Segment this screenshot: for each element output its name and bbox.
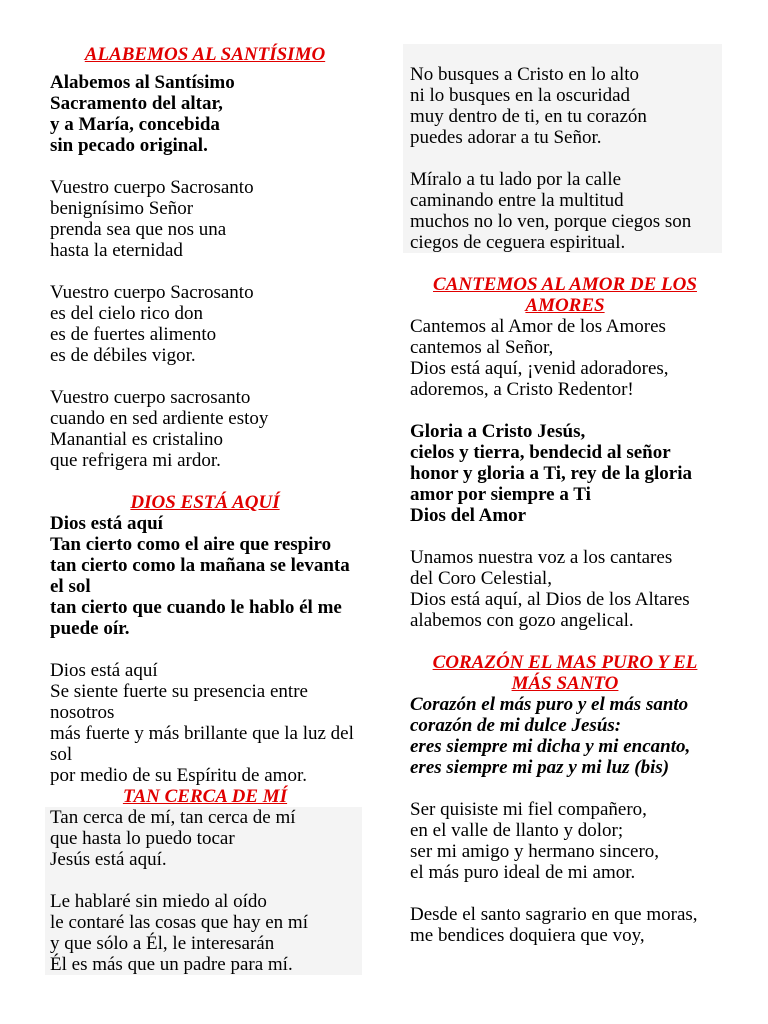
lyric-line: cantemos al Señor, (410, 337, 554, 358)
hymn-title: TAN CERCA DE MÍ (122, 786, 288, 807)
stanza-chorus (50, 513, 360, 639)
left-column (50, 44, 360, 975)
lyric-line: sol (50, 744, 73, 765)
lyric-line: Vuestro cuerpo Sacrosanto (50, 282, 254, 303)
lyric-line: y que sólo a Él, le interesarán (50, 933, 275, 954)
lyric-line: tan cierto que cuando le hablo él me (50, 597, 342, 618)
lyric-line: Jesús está aquí. (50, 849, 167, 870)
stanza (410, 169, 722, 253)
hymn-corazon (410, 694, 720, 946)
lyric-line: benignísimo Señor (50, 198, 194, 219)
stanza-chorus (410, 694, 720, 778)
stanza (410, 316, 720, 400)
stanza (410, 904, 720, 946)
lyric-line: por medio de su Espíritu de amor. (50, 765, 307, 786)
lyric-line: Corazón el más puro y el más santo (410, 694, 689, 715)
lyric-line: Gloria a Cristo Jesús, (410, 421, 586, 442)
lyric-line: Míralo a tu lado por la calle (410, 169, 622, 190)
lyric-line: Ser quisiste mi fiel compañero, (410, 799, 647, 820)
lyric-line: Le hablaré sin miedo al oído (50, 891, 267, 912)
hymn-title-block (410, 274, 720, 316)
lyric-line: ni lo busques en la oscuridad (410, 85, 631, 106)
lyric-line: Tan cierto como el aire que respiro (50, 534, 332, 555)
lyric-line: muy dentro de ti, en tu corazón (410, 106, 647, 127)
lyric-line: tan cierto como la mañana se levanta (50, 555, 350, 576)
hymn-alabemos (50, 72, 360, 471)
lyric-line: en el valle de llanto y dolor; (410, 820, 624, 841)
hymn-title: MÁS SANTO (511, 673, 619, 694)
lyric-line: es de fuertes alimento (50, 324, 217, 345)
lyric-line: puedes adorar a tu Señor. (410, 127, 602, 148)
hymn-title: DIOS ESTÁ AQUÍ (130, 492, 280, 513)
lyric-line: sin pecado original. (50, 135, 208, 156)
lyric-line: amor por siempre a Ti (410, 484, 591, 505)
lyric-line: Tan cerca de mí, tan cerca de mí (50, 807, 296, 828)
lyric-line: eres siempre mi dicha y mi encanto, (410, 736, 691, 757)
right-column (410, 44, 720, 946)
lyric-line: le contaré las cosas que hay en mí (50, 912, 308, 933)
stanza (50, 387, 360, 471)
lyric-line: nosotros (50, 702, 115, 723)
stanza (410, 799, 720, 883)
lyric-line: Alabemos al Santísimo (50, 72, 235, 93)
hymn-title: AMORES (525, 295, 605, 316)
lyric-line: me bendices doquiera que voy, (410, 925, 645, 946)
stanza (50, 807, 362, 870)
shaded-stanza-box (45, 807, 362, 975)
lyric-line: adoremos, a Cristo Redentor! (410, 379, 634, 400)
lyric-line: Dios está aquí (50, 660, 158, 681)
stanza (410, 547, 720, 631)
lyric-line: alabemos con gozo angelical. (410, 610, 634, 631)
lyric-line: honor y gloria a Ti, rey de la gloria (410, 463, 693, 484)
lyric-line: Manantial es cristalino (50, 429, 224, 450)
lyric-line: Vuestro cuerpo Sacrosanto (50, 177, 254, 198)
stanza (50, 660, 360, 786)
hymn-title: CANTEMOS AL AMOR DE LOS (433, 274, 697, 295)
lyric-line: Él es más que un padre para mí. (50, 954, 293, 975)
lyric-line: cuando en sed ardiente estoy (50, 408, 269, 429)
lyric-line: corazón de mi dulce Jesús: (410, 715, 622, 736)
lyric-line: es del cielo rico don (50, 303, 204, 324)
hymn-cantemos (410, 316, 720, 631)
lyric-line: que refrigera mi ardor. (50, 450, 221, 471)
lyric-line: Dios del Amor (410, 505, 527, 526)
lyric-line: Sacramento del altar, (50, 93, 223, 114)
stanza-chorus (50, 72, 360, 156)
lyric-line: cielos y tierra, bendecid al señor (410, 442, 671, 463)
lyric-line: puede oír. (50, 618, 130, 639)
lyric-line: Vuestro cuerpo sacrosanto (50, 387, 251, 408)
stanza (50, 891, 362, 975)
lyric-line: caminando entre la multitud (410, 190, 624, 211)
lyric-line: Dios está aquí, ¡venid adoradores, (410, 358, 669, 379)
lyric-line: prenda sea que nos una (50, 219, 227, 240)
lyric-line: el sol (50, 576, 91, 597)
lyric-line: Cantemos al Amor de los Amores (410, 316, 666, 337)
lyric-line: No busques a Cristo en lo alto (410, 64, 640, 85)
lyric-line: es de débiles vigor. (50, 345, 196, 366)
lyric-line: eres siempre mi paz y mi luz (bis) (410, 757, 670, 778)
lyric-line: Se siente fuerte su presencia entre (50, 681, 308, 702)
hymn-title: ALABEMOS AL SANTÍSIMO (84, 44, 326, 65)
lyric-line: el más puro ideal de mi amor. (410, 862, 636, 883)
stanza (50, 177, 360, 261)
lyric-line: ciegos de ceguera espiritual. (410, 232, 626, 253)
lyric-line: que hasta lo puedo tocar (50, 828, 235, 849)
lyric-line: del Coro Celestial, (410, 568, 552, 589)
hymn-title-block (410, 652, 720, 694)
hymn-title: CORAZÓN EL MAS PURO Y EL (432, 652, 698, 673)
lyric-line: Desde el santo sagrario en que moras, (410, 904, 698, 925)
stanza (410, 64, 722, 148)
lyric-line: ser mi amigo y hermano sincero, (410, 841, 660, 862)
shaded-stanza-box (403, 44, 722, 253)
stanza (50, 282, 360, 366)
lyric-line: Unamos nuestra voz a los cantares (410, 547, 673, 568)
lyric-line: Dios está aquí, al Dios de los Altares (410, 589, 690, 610)
lyric-line: hasta la eternidad (50, 240, 183, 261)
hymn-dios-esta-aqui (50, 513, 360, 786)
lyric-line: más fuerte y más brillante que la luz del (50, 723, 354, 744)
lyric-line: Dios está aquí (50, 513, 163, 534)
lyric-line: y a María, concebida (50, 114, 220, 135)
stanza-chorus (410, 421, 720, 526)
lyric-line: muchos no lo ven, porque ciegos son (410, 211, 692, 232)
